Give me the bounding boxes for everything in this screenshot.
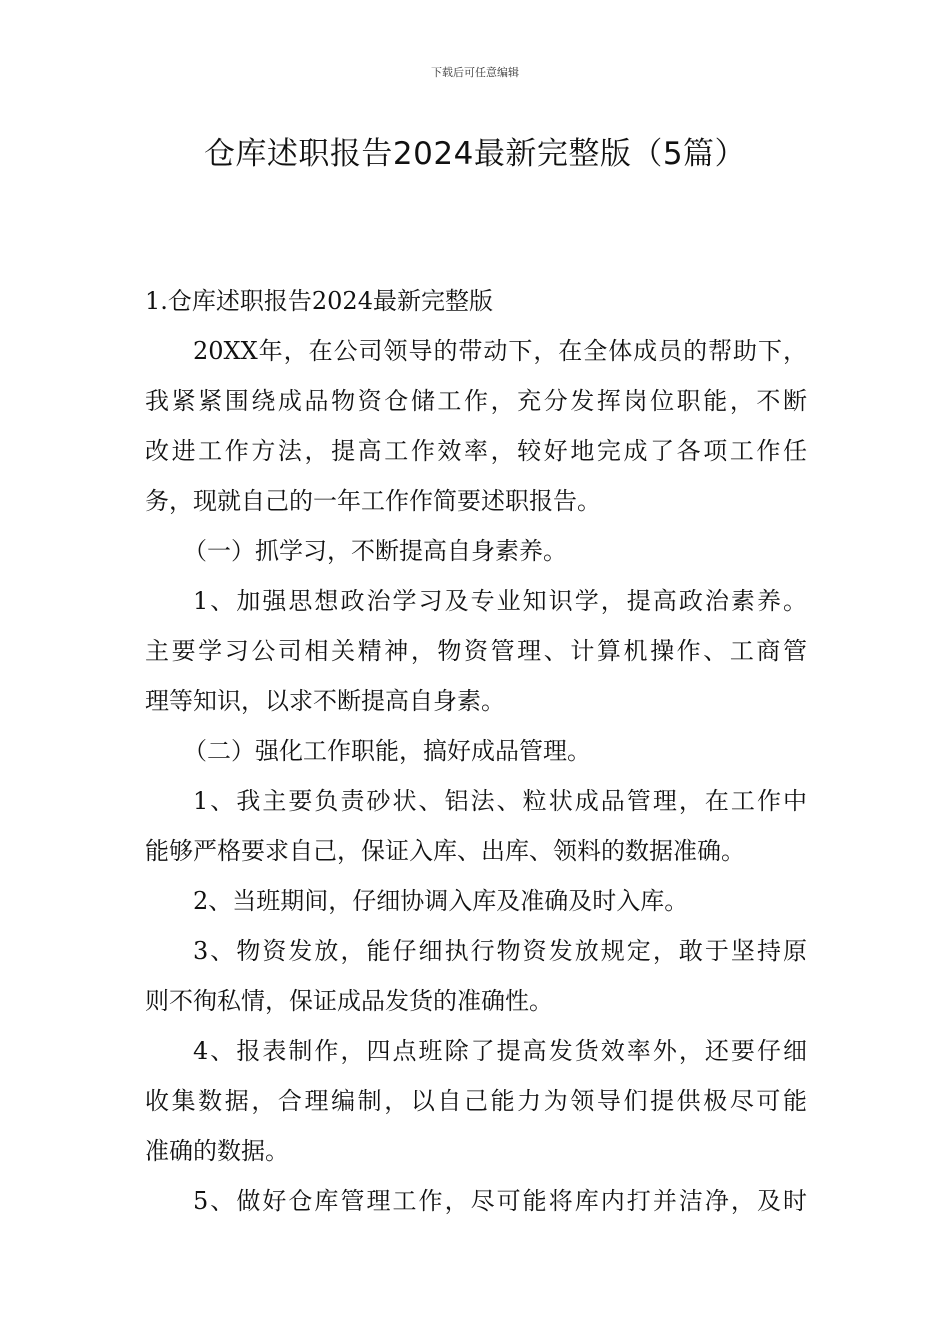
- paragraph-line: 3、物资发放，能仔细执行物资发放规定，敢于坚持原: [193, 937, 807, 965]
- paragraph-line: 5、做好仓库管理工作，尽可能将库内打并洁净，及时: [193, 1187, 807, 1215]
- paragraph-line: 务，现就自己的一年工作作简要述职报告。: [145, 487, 601, 515]
- subsection-heading: （二）强化工作职能，搞好成品管理。: [183, 737, 591, 765]
- paragraph-line: 改进工作方法，提高工作效率，较好地完成了各项工作任: [145, 437, 807, 465]
- section-heading: 1.仓库述职报告2024最新完整版: [145, 287, 493, 315]
- paragraph-line: 4、报表制作，四点班除了提高发货效率外，还要仔细: [193, 1037, 807, 1065]
- paragraph-line: 1、我主要负责砂状、铝法、粒状成品管理，在工作中: [193, 787, 807, 815]
- paragraph-line: 收集数据，合理编制，以自己能力为领导们提供极尽可能: [145, 1087, 807, 1115]
- document-title: 仓库述职报告2024最新完整版（5篇）: [203, 136, 747, 172]
- header-note: 下载后可任意编辑: [431, 66, 519, 79]
- paragraph-line: 主要学习公司相关精神，物资管理、计算机操作、工商管: [145, 637, 807, 665]
- paragraph-line: 则不徇私情，保证成品发货的准确性。: [145, 987, 553, 1015]
- paragraph-line: 2、当班期间，仔细协调入库及准确及时入库。: [193, 887, 689, 915]
- paragraph-line: 1、加强思想政治学习及专业知识学，提高政治素养。: [193, 587, 807, 615]
- subsection-heading: （一）抓学习，不断提高自身素养。: [183, 537, 567, 565]
- document-body: [145, 276, 807, 1226]
- paragraph-line: 理等知识，以求不断提高自身素。: [145, 687, 505, 715]
- paragraph-line: 准确的数据。: [145, 1137, 289, 1165]
- paragraph-line: 20XX年，在公司领导的带动下，在全体成员的帮助下，: [193, 337, 807, 365]
- paragraph-line: 能够严格要求自己，保证入库、出库、领料的数据准确。: [145, 837, 745, 865]
- paragraph-line: 我紧紧围绕成品物资仓储工作，充分发挥岗位职能，不断: [145, 387, 807, 415]
